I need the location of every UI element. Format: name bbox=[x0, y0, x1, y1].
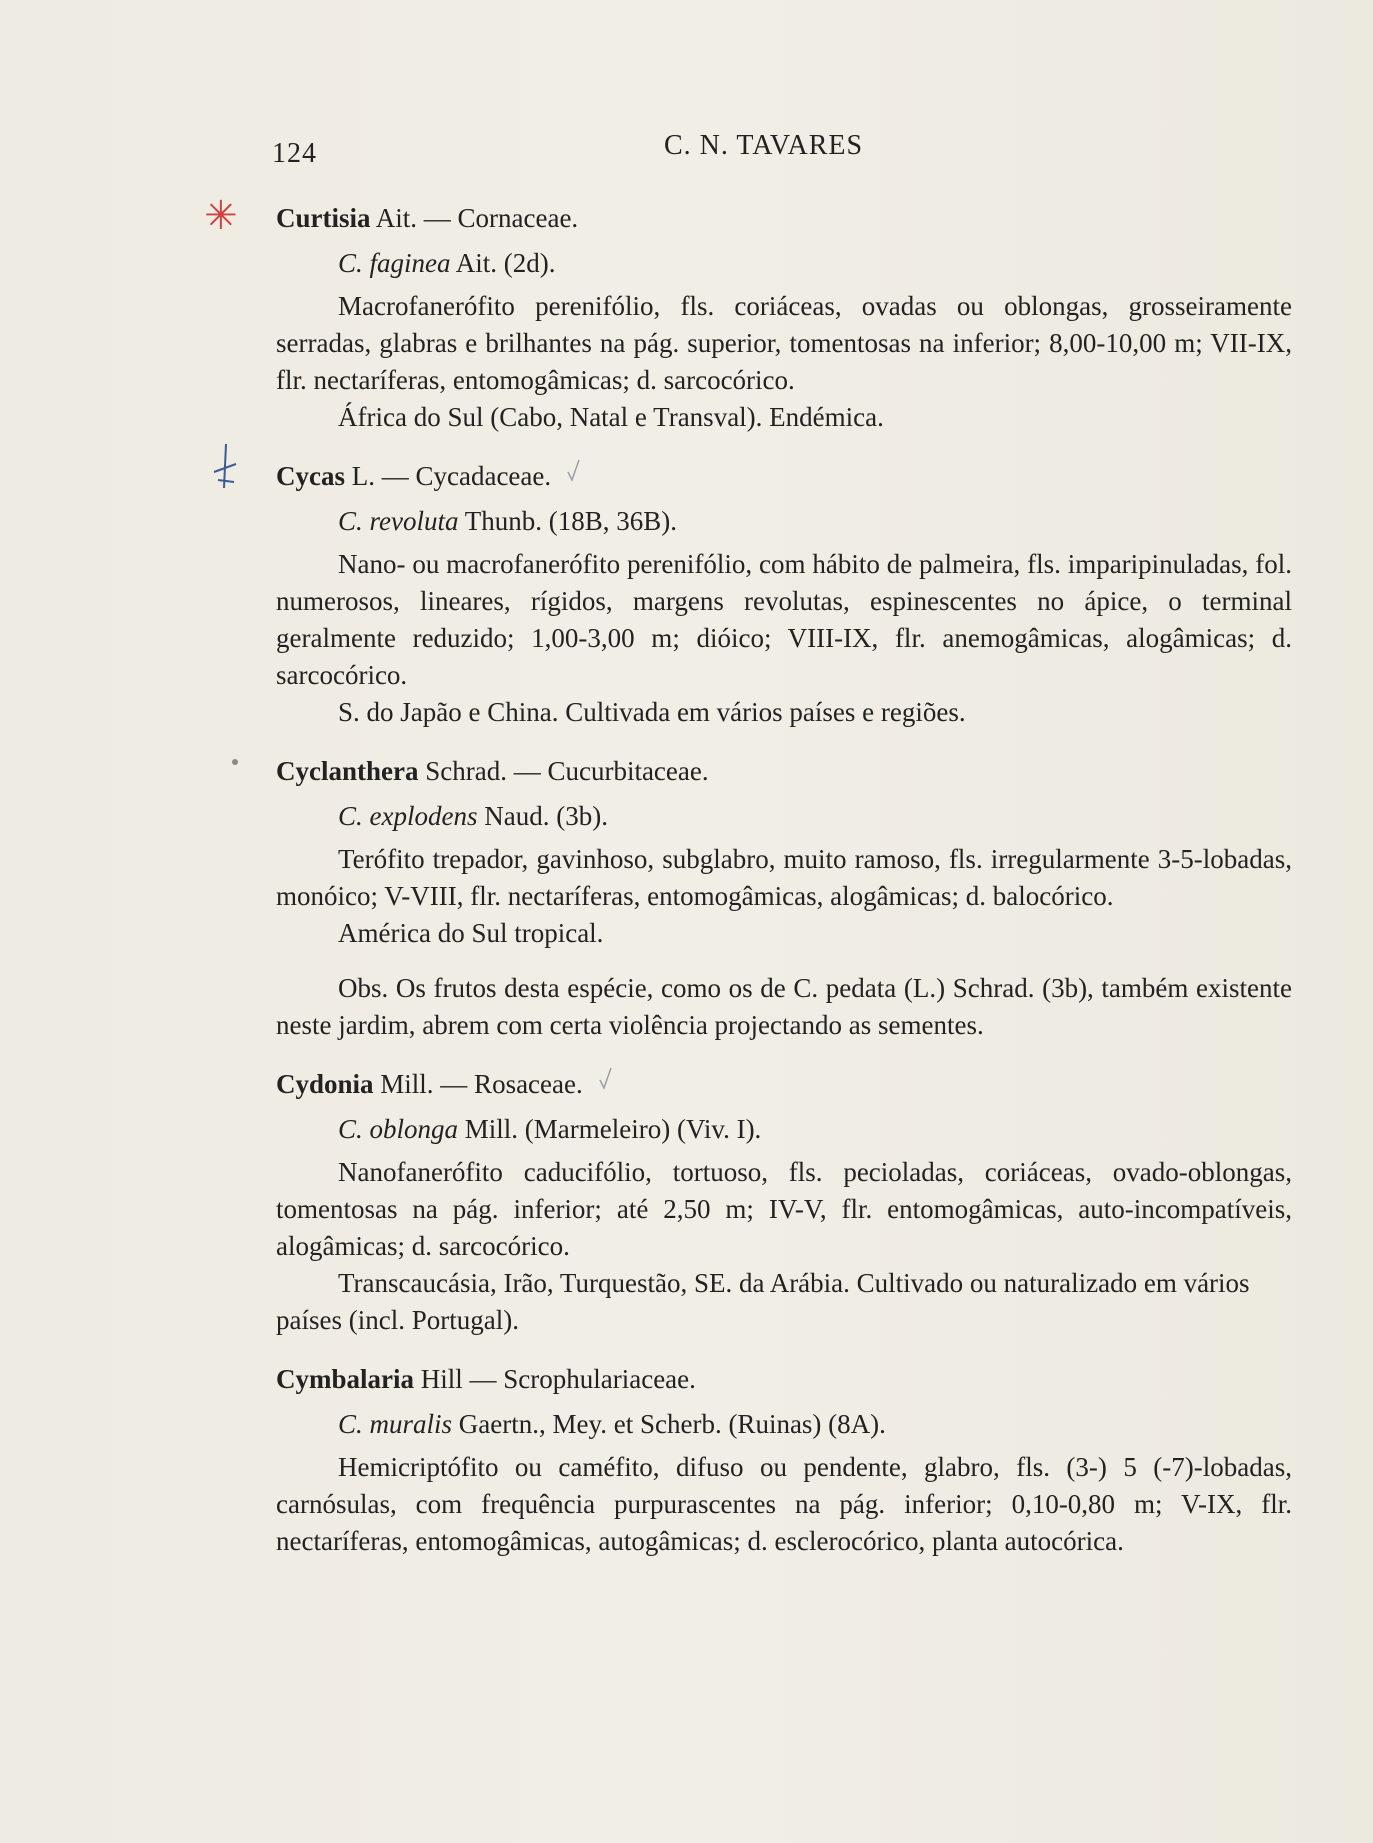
entry-cymbalaria bbox=[276, 1361, 1292, 1560]
species-line bbox=[338, 798, 1292, 835]
genus-authority: Mill. — Rosaceae. bbox=[380, 1069, 583, 1099]
genus-name: Cydonia bbox=[276, 1069, 374, 1099]
genus-authority: L. — Cycadaceae. bbox=[351, 461, 552, 491]
genus-authority: Schrad. — Cucurbitaceae. bbox=[425, 756, 709, 786]
entry-cydonia bbox=[276, 1066, 1292, 1339]
check-tick-icon bbox=[566, 458, 582, 482]
page-number: 124 bbox=[272, 138, 317, 169]
species-description: Nanofanerófito caducifólio, tortuoso, fls. pecioladas, coriáceas, ovado-oblongas, tomentosas na pág. inferior; até 2,50 m; IV-V, flr. entomogâmicas, auto-incompatíveis, alogâmicas; d. sarcocórico. bbox=[276, 1157, 1292, 1261]
species-distribution: América do Sul tropical. bbox=[338, 918, 604, 948]
genus-heading bbox=[276, 458, 1292, 495]
species-description: Hemicriptófito ou caméfito, difuso ou pendente, glabro, fls. (3-) 5 (-7)-lobadas, carnósulas, com frequência purpurascentes na pág. inferior; 0,10-0,80 m; V-IX, flr. nectaríferas, entomogâmicas, autogâmicas; d. esclerocórico, planta autocórica. bbox=[276, 1452, 1292, 1556]
species-distribution: S. do Japão e China. Cultivada em vários países e regiões. bbox=[338, 697, 966, 727]
entry-curtisia bbox=[204, 193, 1292, 436]
species-description: Macrofanerófito perenifólio, fls. coriáceas, ovadas ou oblongas, grosseiramente serradas, glabras e brilhantes na pág. superior, tomentosas na inferior; 8,00-10,00 m; VII-IX, flr. nectaríferas, entomogâmicas; d. sarcocórico. bbox=[276, 291, 1292, 395]
species-description: Nano- ou macrofanerófito perenifólio, com hábito de palmeira, fls. imparipinuladas, fol. numerosos, lineares, rígidos, margens revolutas, espinescentes no ápice, o terminal geralmente reduzido; 1,00-3,00 m; dióico; VIII-IX, flr. anemogâmicas, alogâmicas; d. sarcocórico. bbox=[276, 549, 1292, 690]
margin-dot bbox=[232, 759, 238, 765]
genus-heading bbox=[276, 1066, 1292, 1103]
species-authority: Naud. (3b). bbox=[484, 801, 608, 831]
species-name: C. muralis bbox=[338, 1409, 453, 1439]
species-name: C. revoluta bbox=[338, 506, 459, 536]
running-head-author: C. N. TAVARES bbox=[664, 130, 864, 161]
species-line bbox=[338, 245, 1292, 282]
entry-cycas bbox=[276, 458, 1292, 731]
genus-authority: Ait. — Cornaceae. bbox=[375, 203, 579, 233]
check-tick-icon bbox=[598, 1066, 614, 1090]
genus-heading bbox=[276, 200, 1292, 237]
species-authority: Mill. (Marmeleiro) (Viv. I). bbox=[464, 1114, 762, 1144]
species-distribution: Transcaucásia, Irão, Turquestão, SE. da Arábia. Cultivado ou naturalizado em vários países (incl. Portugal). bbox=[276, 1268, 1250, 1335]
species-authority: Ait. (2d). bbox=[455, 248, 556, 278]
observation-note: Obs. Os frutos desta espécie, como os de C. pedata (L.) Schrad. (3b), também existente neste jardim, abrem com certa violência projectando as sementes. bbox=[276, 973, 1292, 1040]
genus-name: Cyclanthera bbox=[276, 756, 419, 786]
species-line bbox=[338, 503, 1292, 540]
genus-heading bbox=[276, 753, 1292, 790]
species-line bbox=[338, 1406, 1292, 1443]
species-name: C. faginea bbox=[338, 248, 451, 278]
genus-heading bbox=[276, 1361, 1292, 1398]
species-authority: Gaertn., Mey. et Scherb. (Ruinas) (8A). bbox=[458, 1409, 886, 1439]
red-asterisk-mark: ✳ bbox=[204, 193, 238, 239]
genus-authority: Hill — Scrophulariaceae. bbox=[420, 1364, 696, 1394]
species-name: C. oblonga bbox=[338, 1114, 459, 1144]
page-header bbox=[272, 130, 1132, 170]
content-body bbox=[204, 193, 1292, 1582]
species-line bbox=[338, 1111, 1292, 1148]
species-authority: Thunb. (18B, 36B). bbox=[464, 506, 678, 536]
species-name: C. explodens bbox=[338, 801, 478, 831]
genus-name: Cymbalaria bbox=[276, 1364, 414, 1394]
genus-name: Curtisia bbox=[276, 203, 371, 233]
species-distribution: África do Sul (Cabo, Natal e Transval). Endémica. bbox=[338, 402, 884, 432]
blue-pen-mark-icon bbox=[210, 442, 240, 492]
genus-name: Cycas bbox=[276, 461, 345, 491]
entry-cyclanthera bbox=[276, 753, 1292, 1044]
species-description: Terófito trepador, gavinhoso, subglabro, muito ramoso, fls. irregularmente 3-5-lobadas, monóico; V-VIII, flr. nectaríferas, entomogâmicas, alogâmicas; d. balocórico. bbox=[276, 844, 1292, 911]
